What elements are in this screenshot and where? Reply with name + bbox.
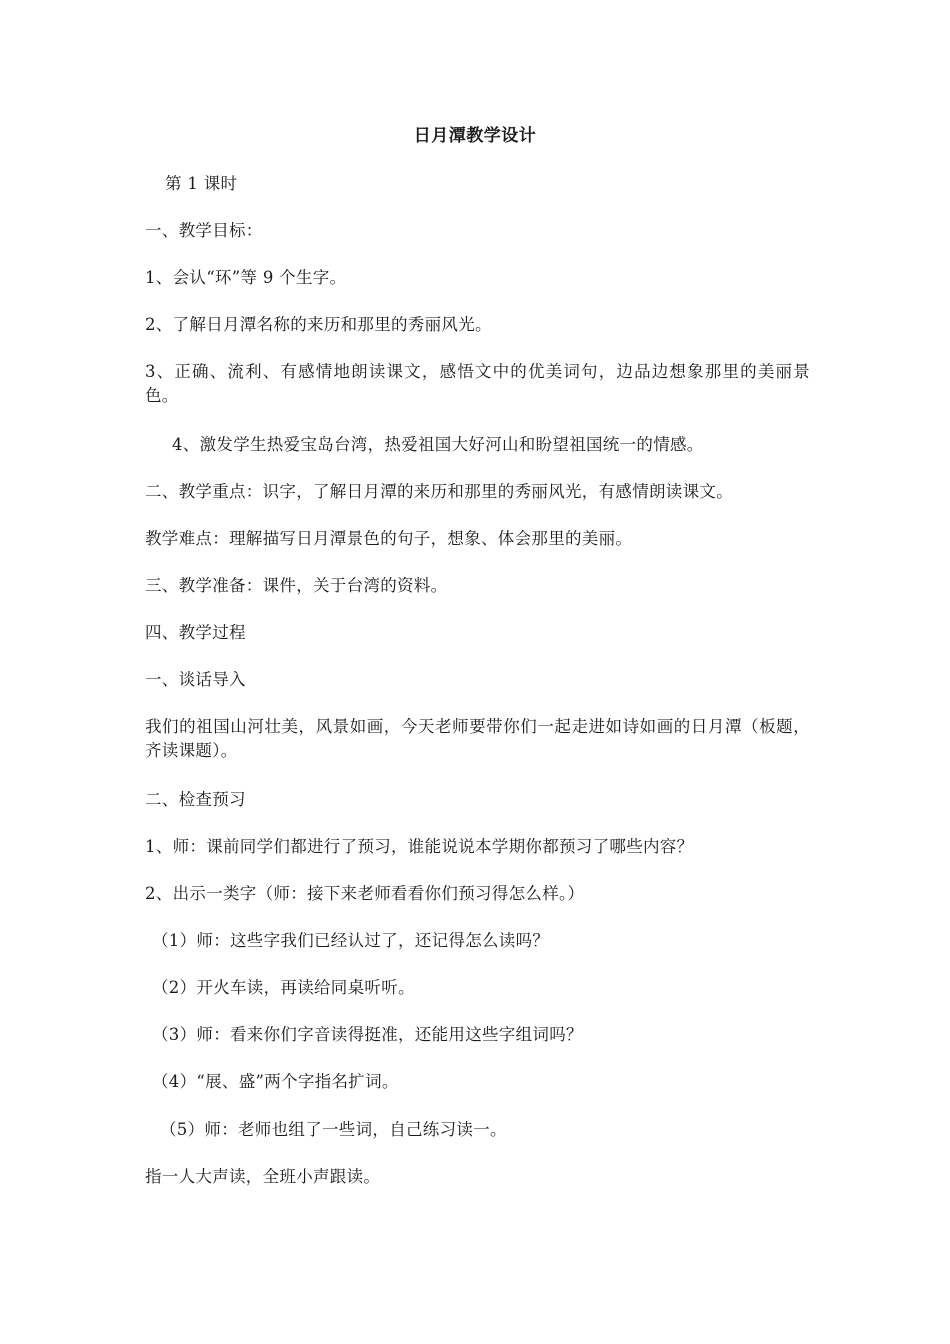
- section-heading-key-points: 二、教学重点：识字，了解日月潭的来历和那里的秀丽风光，有感情朗读课文。: [145, 482, 733, 501]
- difficult-points: 教学难点：理解描写日月潭景色的句子，想象、体会那里的美丽。: [145, 529, 633, 548]
- preview-subitem-4: （4）“展、盛”两个字指名扩词。: [152, 1072, 399, 1091]
- objective-item-1: 1、会认“环”等 9 个生字。: [145, 268, 347, 287]
- section-heading-process: 四、教学过程: [145, 623, 246, 642]
- preview-item-1: 1、师：课前同学们都进行了预习，谁能说说本学期你都预习了哪些内容？: [145, 837, 694, 856]
- preview-subitem-3: （3）师：看来你们字音读得挺准，还能用这些字组词吗？: [152, 1025, 583, 1044]
- intro-paragraph: 我们的祖国山河壮美，风景如画，今天老师要带你们一起走进如诗如画的日月潭（板题，齐读课题）。: [145, 717, 810, 760]
- objective-item-2: 2、了解日月潭名称的来历和那里的秀丽风光。: [145, 315, 492, 334]
- section-heading-preparation: 三、教学准备：课件，关于台湾的资料。: [145, 576, 448, 595]
- lesson-period: 第 1 课时: [165, 174, 238, 193]
- preview-subitem-5: （5）师：老师也组了一些词，自己练习读一。: [160, 1120, 507, 1139]
- preview-item-2: 2、出示一类字（师：接下来老师看看你们预习得怎么样。）: [145, 884, 585, 903]
- subsection-heading-intro: 一、谈话导入: [145, 670, 246, 689]
- subsection-heading-preview: 二、检查预习: [145, 790, 246, 809]
- preview-subitem-2: （2）开火车读，再读给同桌听听。: [152, 978, 415, 997]
- objective-item-4: 4、激发学生热爱宝岛台湾，热爱祖国大好河山和盼望祖国统一的情感。: [172, 435, 704, 454]
- preview-subitem-1: （1）师：这些字我们已经认过了，还记得怎么读吗？: [152, 931, 550, 950]
- document-title: 日月潭教学设计: [413, 126, 537, 146]
- reading-instruction: 指一人大声读，全班小声跟读。: [145, 1167, 381, 1186]
- section-heading-objectives: 一、教学目标：: [145, 221, 263, 240]
- objective-item-3: 3、正确、流利、有感情地朗读课文，感悟文中的优美词句，边品边想象那里的美丽景色。: [145, 362, 810, 405]
